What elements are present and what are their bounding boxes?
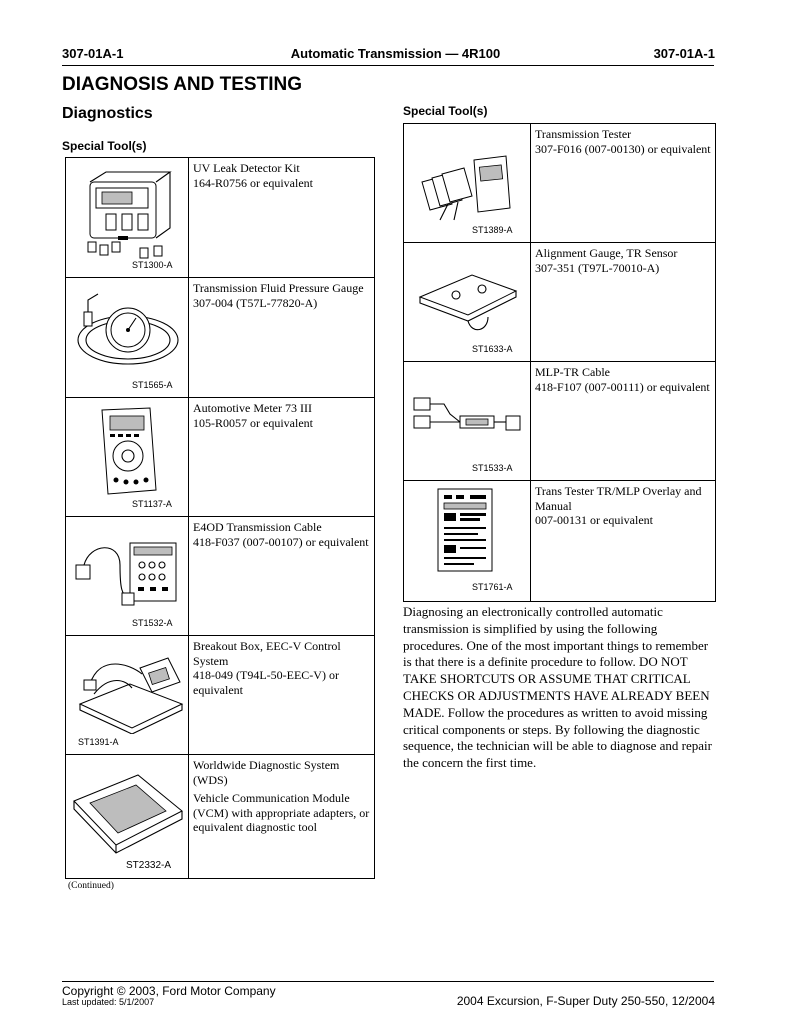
tool-description [531,481,716,602]
tool-part-number: 164-R0756 or equivalent [193,175,313,190]
tool-row [404,362,716,481]
right-tools-table [403,123,716,602]
tool-row [66,278,375,398]
tool-part-number: 418-F107 (007-00111) or equivalent [535,379,710,394]
tool-name: Transmission Tester [535,127,632,141]
tool-name: Worldwide Diagnostic System (WDS) [193,758,340,787]
tool-illustration [66,636,189,755]
tool-description [189,158,375,278]
tool-description [531,243,716,362]
tool-name: Trans Tester TR/MLP Overlay and Manual [535,484,702,513]
tool-row [66,636,375,755]
tool-name: Breakout Box, EEC-V Control System [193,639,341,668]
tool-name: UV Leak Detector Kit [193,161,300,175]
alignment-gauge-icon [412,257,522,337]
tool-part-number: 418-F037 (007-00107) or equivalent [193,534,369,549]
transmission-cable-icon [70,535,186,615]
header-right-code: 307-01A-1 [653,46,715,61]
tool-illustration [404,124,531,243]
tool-part-number: 105-R0057 or equivalent [193,415,313,430]
left-tools-table [65,157,375,879]
tool-description [531,124,716,243]
tool-code: ST1300-A [132,260,173,270]
diagnosis-paragraph: Diagnosing an electronically controlled automatic transmission is simplified by using the following procedures. One of the most important things to remember is that there is a definite procedure to follow. DO NOT TAKE SHORTCUTS OR ASSUME THAT CRITICAL CHECKS OR ADJUSTMENTS HAVE ALREADY BEEN MADE. Follow the procedures as written to avoid missing critical components or steps. By following the diagnostic sequence, the technician will be able to diagnose and repair the concern the first time. [403,604,712,771]
tool-row [404,481,716,602]
tool-part-number: 007-00131 or equivalent [535,513,653,527]
tool-description [531,362,716,481]
tool-code: ST1391-A [78,737,119,747]
tool-description [189,398,375,517]
tool-illustration [404,481,531,602]
copyright: Copyright © 2003, Ford Motor Company [62,984,276,998]
tool-row [66,158,375,278]
tool-illustration [404,362,531,481]
tool-row [66,398,375,517]
header-left-code: 307-01A-1 [62,46,124,61]
tool-code: ST1389-A [472,225,513,235]
page-title: DIAGNOSIS AND TESTING [62,74,302,95]
tool-illustration [66,517,189,636]
tool-code: ST1565-A [132,380,173,390]
section-title: Diagnostics [62,105,153,122]
tool-code: ST1533-A [472,463,513,473]
breakout-box-icon [70,644,186,734]
tool-name: E4OD Transmission Cable [193,520,322,534]
tool-part-number: 418-049 (T94L-50-EEC-V) or equivalent [193,668,339,697]
tool-name: Alignment Gauge, TR Sensor [535,246,678,260]
wds-tablet-icon [68,761,186,861]
tool-name: Automotive Meter 73 III [193,401,312,415]
tool-name: MLP-TR Cable [535,365,610,379]
tool-description [189,517,375,636]
tool-code: ST2332-A [126,860,172,871]
overlay-manual-icon [436,487,496,575]
tool-illustration [404,243,531,362]
tool-code: ST1761-A [472,582,513,592]
tool-part-number: 307-351 (T97L-70010-A) [535,260,660,275]
tool-name: Transmission Fluid Pressure Gauge [193,281,364,295]
last-updated: Last updated: 5/1/2007 [62,997,155,1007]
footer-vehicle-info: 2004 Excursion, F-Super Duty 250-550, 12/2004 [456,994,715,1008]
tool-illustration [66,398,189,517]
tool-extra-description: Vehicle Communication Module (VCM) with appropriate adapters, or equivalent diagnostic tool [193,791,370,834]
pressure-gauge-icon [70,284,186,374]
left-special-tools-heading: Special Tool(s) [62,139,147,153]
tool-illustration [66,158,189,278]
transmission-tester-icon [418,146,518,226]
header-rule [62,65,714,66]
tool-description [189,278,375,398]
footer-rule [62,981,714,982]
tool-row [404,243,716,362]
tool-row [66,755,375,879]
multimeter-icon [96,406,166,498]
tool-illustration [66,278,189,398]
tool-part-number: 307-004 (T57L-77820-A) [193,295,318,310]
tool-illustration [66,755,189,879]
tool-code: ST1633-A [472,344,513,354]
tool-code: ST1137-A [132,499,172,509]
tool-part-number: 307-F016 (007-00130) or equivalent [535,141,711,156]
tool-description [189,755,375,879]
uv-leak-kit-icon [76,170,186,265]
tool-code: ST1532-A [132,618,173,628]
continued-note: (Continued) [68,881,114,891]
tool-row [66,517,375,636]
mlp-tr-cable-icon [410,392,526,452]
header-title: Automatic Transmission — 4R100 [290,46,501,61]
tool-description [189,636,375,755]
right-special-tools-heading: Special Tool(s) [403,104,488,118]
tool-row [404,124,716,243]
